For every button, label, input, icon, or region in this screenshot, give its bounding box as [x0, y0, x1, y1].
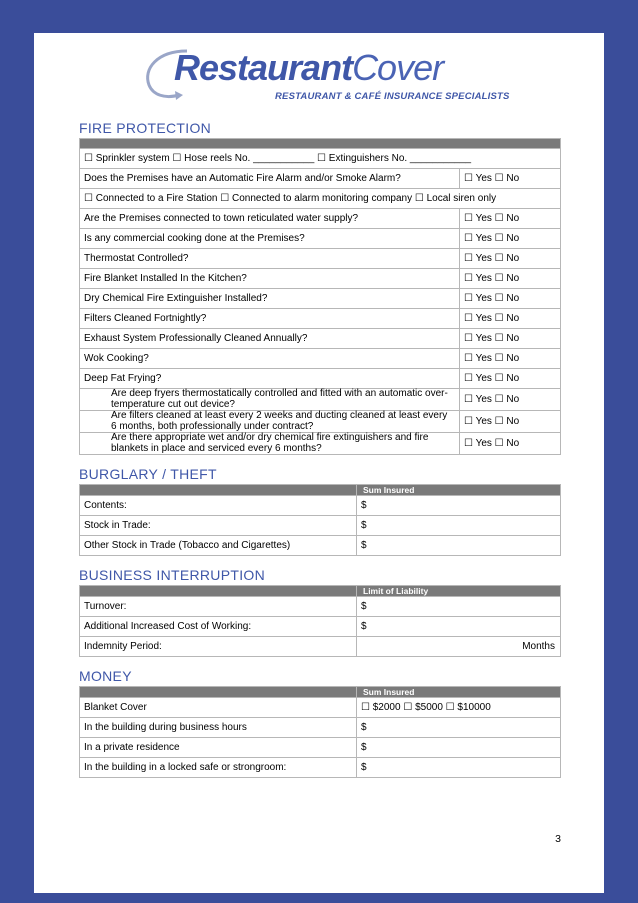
question-label: Is any commercial cooking done at the Premises?	[80, 229, 460, 249]
amount-field[interactable]: $	[357, 516, 561, 536]
amount-field[interactable]: $	[357, 738, 561, 758]
question-label: Deep Fat Frying?	[80, 369, 460, 389]
question-label: Wok Cooking?	[80, 349, 460, 369]
amount-field[interactable]: $	[357, 496, 561, 516]
yes-no-checkbox[interactable]: ☐ Yes ☐ No	[460, 349, 561, 369]
row-label: Other Stock in Trade (Tobacco and Cigarettes)	[80, 536, 357, 556]
burglary-theft-title: BURGLARY / THEFT	[79, 466, 217, 482]
table-row	[80, 309, 561, 329]
limit-of-liability-header: Limit of Liability	[357, 586, 561, 597]
page-content	[79, 33, 561, 778]
business-interruption-title: BUSINESS INTERRUPTION	[79, 567, 265, 583]
table-row	[80, 698, 561, 718]
amount-field[interactable]: $	[357, 718, 561, 738]
question-label: Thermostat Controlled?	[80, 249, 460, 269]
question-label: Filters Cleaned Fortnightly?	[80, 309, 460, 329]
logo-tagline: RESTAURANT & CAFÉ INSURANCE SPECIALISTS	[275, 91, 510, 102]
table-row	[80, 289, 561, 309]
question-label: Exhaust System Professionally Cleaned Annually?	[80, 329, 460, 349]
amount-field[interactable]: $	[357, 758, 561, 778]
table-row	[80, 516, 561, 536]
question-label: Does the Premises have an Automatic Fire Alarm and/or Smoke Alarm?	[80, 169, 460, 189]
sub-question-label: Are filters cleaned at least every 2 weeks and ducting cleaned at least every 6 months, both professionally under contract?	[80, 411, 460, 433]
table-row	[80, 496, 561, 516]
sum-insured-header: Sum Insured	[357, 485, 561, 496]
table-row	[80, 738, 561, 758]
logo-wordmark	[174, 47, 443, 89]
yes-no-checkbox[interactable]: ☐ Yes ☐ No	[460, 169, 561, 189]
alarm-connection-row[interactable]: ☐ Connected to a Fire Station ☐ Connected to alarm monitoring company ☐ Local siren only	[80, 189, 561, 209]
yes-no-checkbox[interactable]: ☐ Yes ☐ No	[460, 369, 561, 389]
table-row	[80, 433, 561, 455]
burglary-table	[79, 484, 561, 556]
table-row	[80, 411, 561, 433]
amount-field[interactable]: $	[357, 536, 561, 556]
table-row	[80, 169, 561, 189]
amount-field[interactable]: $	[357, 597, 561, 617]
document-page	[34, 33, 604, 893]
sub-question-label: Are deep fryers thermostatically controlled and fitted with an automatic over-temperature cut out device?	[80, 389, 460, 411]
row-label: In the building in a locked safe or strongroom:	[80, 758, 357, 778]
money-title: MONEY	[79, 668, 132, 684]
yes-no-checkbox[interactable]: ☐ Yes ☐ No	[460, 329, 561, 349]
table-row	[80, 189, 561, 209]
fire-protection-table	[79, 138, 561, 455]
table-header-bar	[80, 687, 561, 698]
table-row	[80, 149, 561, 169]
yes-no-checkbox[interactable]: ☐ Yes ☐ No	[460, 229, 561, 249]
table-row	[80, 597, 561, 617]
row-label: Stock in Trade:	[80, 516, 357, 536]
question-label: Fire Blanket Installed In the Kitchen?	[80, 269, 460, 289]
yes-no-checkbox[interactable]: ☐ Yes ☐ No	[460, 289, 561, 309]
logo-word-restaurant: Restaurant	[174, 47, 353, 88]
fire-protection-title: FIRE PROTECTION	[79, 120, 212, 136]
amount-field[interactable]: $	[357, 617, 561, 637]
yes-no-checkbox[interactable]: ☐ Yes ☐ No	[460, 269, 561, 289]
months-field[interactable]: Months	[357, 637, 561, 657]
money-table	[79, 686, 561, 778]
sum-insured-header: Sum Insured	[357, 687, 561, 698]
table-row	[80, 229, 561, 249]
yes-no-checkbox[interactable]: ☐ Yes ☐ No	[460, 309, 561, 329]
sub-question-label: Are there appropriate wet and/or dry chemical fire extinguishers and fire blankets in place and serviced every 6 months?	[80, 433, 460, 455]
table-header-bar	[80, 586, 561, 597]
yes-no-checkbox[interactable]: ☐ Yes ☐ No	[460, 209, 561, 229]
yes-no-checkbox[interactable]: ☐ Yes ☐ No	[460, 433, 561, 455]
table-row	[80, 329, 561, 349]
sprinkler-row[interactable]: ☐ Sprinkler system ☐ Hose reels No. ___________ ☐ Extinguishers No. ___________	[80, 149, 561, 169]
page-number: 3	[555, 833, 561, 845]
yes-no-checkbox[interactable]: ☐ Yes ☐ No	[460, 411, 561, 433]
logo-word-cover: Cover	[352, 47, 444, 88]
row-label: Contents:	[80, 496, 357, 516]
table-row	[80, 637, 561, 657]
row-label: Blanket Cover	[80, 698, 357, 718]
restaurant-cover-logo	[79, 33, 561, 119]
table-row	[80, 249, 561, 269]
row-label: Indemnity Period:	[80, 637, 357, 657]
table-row	[80, 269, 561, 289]
table-header-bar	[80, 139, 561, 149]
row-label: In a private residence	[80, 738, 357, 758]
business-interruption-table	[79, 585, 561, 657]
question-label: Dry Chemical Fire Extinguisher Installed?	[80, 289, 460, 309]
table-row	[80, 536, 561, 556]
row-label: Turnover:	[80, 597, 357, 617]
table-row	[80, 369, 561, 389]
blanket-cover-options[interactable]: ☐ $2000 ☐ $5000 ☐ $10000	[357, 698, 561, 718]
table-header-bar	[80, 485, 561, 496]
row-label: Additional Increased Cost of Working:	[80, 617, 357, 637]
row-label: In the building during business hours	[80, 718, 357, 738]
yes-no-checkbox[interactable]: ☐ Yes ☐ No	[460, 389, 561, 411]
table-row	[80, 758, 561, 778]
table-row	[80, 389, 561, 411]
table-row	[80, 349, 561, 369]
question-label: Are the Premises connected to town reticulated water supply?	[80, 209, 460, 229]
yes-no-checkbox[interactable]: ☐ Yes ☐ No	[460, 249, 561, 269]
table-row	[80, 209, 561, 229]
table-row	[80, 718, 561, 738]
table-row	[80, 617, 561, 637]
